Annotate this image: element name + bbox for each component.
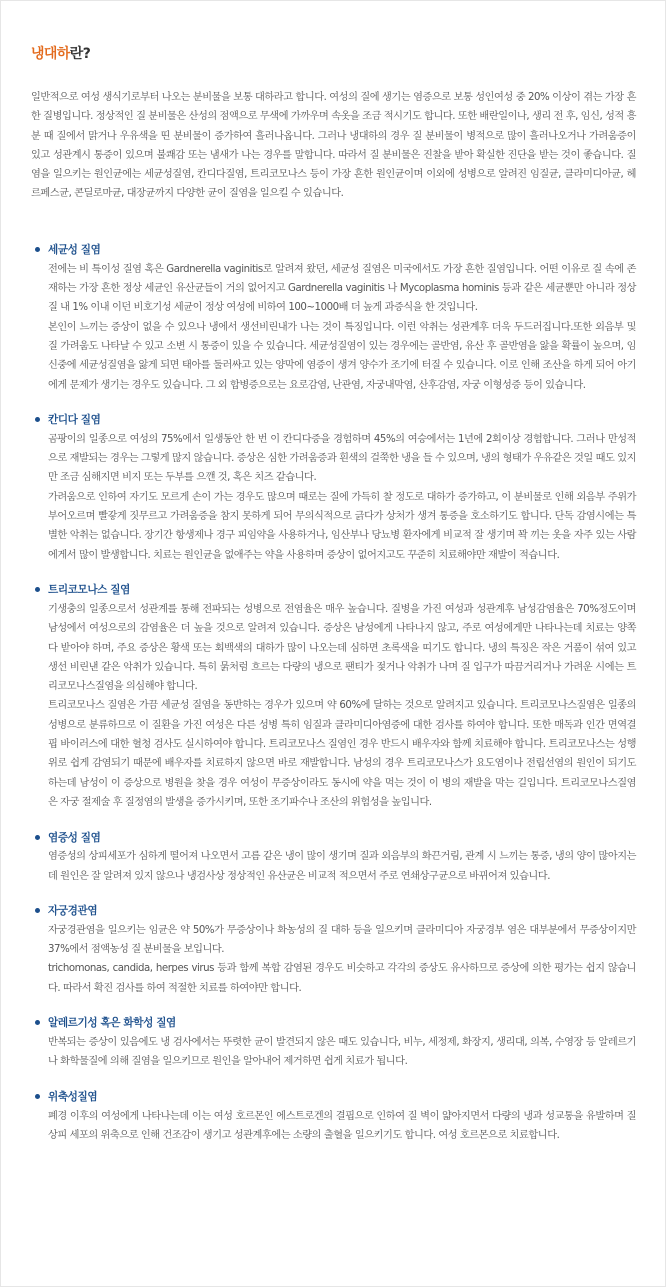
section-paragraph: 본인이 느끼는 증상이 없을 수 있으나 냉에서 생선비린내가 나는 것이 특징입니다. 이런 악취는 성관계후 더욱 두드러집니다.또한 외음부 및 질 가려움도 나타날 수 있고 소변 시 통증이 있을 수 있습니다. 세균성질염이 있는 경우에는 골반염, 유산 후 골반염을 앓을 확률이 높으며, 임신중에 세균성질염을 앓게 되면 태아를 둘러싸고 있는 양막에 염증이 생겨 양수가 조기에 터질 수 있습니다. 이로 인해 조산을 하게 되어 아기에게 문제가 생기는 경우도 있습니다. 그 외 합병증으로는 요로감염, 난관염, 자궁내막염, 산후감염, 자궁 이형성증 등이 있습니다.: [48, 321, 636, 391]
section-paragraph: 기생충의 일종으로서 성관계를 통해 전파되는 성병으로 전염율은 매우 높습니다. 질병을 가진 여성과 성관계후 남성감염율은 70%정도이며 남성에서 여성으로의 감염율은 더 높을 것으로 알려져 있습니다. 증상은 남성에게 나타나지 않고, 주로 여성에게만 나타나는데 치료는 양쪽 다 받아야 하며, 주요 증상은 황색 또는 회백색의 대하가 많이 나오는데 심하면 초록색을 띠기도 합니다. 냉의 특징은 작은 거품이 섞여 있고 생선 비린낸 같은 악취가 있습니다. 특히 묽처럼 흐르는 다량의 냉으로 팬티가 젖거나 악취가 나며 질 입구가 따끔거리거나 가려운 시에는 트리코모나스질염을 의심해야 합니다.: [48, 603, 636, 693]
article: [31, 44, 636, 1162]
section-bacterial-vaginosis: [31, 242, 636, 395]
section-inflammatory-vaginitis: [31, 829, 636, 886]
section-title: 칸디다 질염: [48, 414, 101, 427]
bullet-icon: [35, 247, 40, 252]
section-title: 세균성 질염: [48, 244, 101, 257]
section-cervicitis: [31, 903, 636, 998]
section-title: 자궁경관염: [48, 905, 98, 918]
section-title: 위축성질염: [48, 1091, 98, 1104]
section-paragraph: 곰팡이의 일종으로 여성의 75%에서 일생동안 한 번 이 칸디다증을 경험하며 45%의 여승에서는 1년에 2회이상 경험합니다. 그러나 만성적으로 재발되는 경우는 그렇게 많지 않습니다. 증상은 심한 가려움증과 흰색의 걸쭉한 냉을 들 수 있으며, 냉의 형태가 우유같은 것일 때도 있지만 조금 심해지면 비지 또는 두부를 으깬 것, 혹은 치즈 같습니다.: [48, 433, 636, 484]
section-title: 알레르기성 혹은 화학성 질염: [48, 1017, 176, 1030]
page-title: [31, 44, 636, 64]
bullet-icon: [35, 835, 40, 840]
section-header: [31, 903, 636, 919]
section-paragraph: 폐경 이후의 여성에게 나타나는데 이는 여성 호르몬인 에스트로겐의 결핍으로 인하여 질 벽이 얇아지면서 다량의 냉과 성교통을 유발하며 질상피 세포의 위축으로 인해 건조감이 생기고 성관계후에는 소량의 출혈을 일으키기도 합니다. 여성 호르몬으로 치료합니다.: [48, 1110, 636, 1141]
section-header: [31, 582, 636, 598]
section-list: [31, 242, 636, 1145]
section-title: 트리코모나스 질염: [48, 584, 130, 597]
section-paragraph: 트리코모나스 질염은 가끔 세균성 질염을 동반하는 경우가 있으며 약 60%에 달하는 것으로 알려지고 있습니다. 트리코모나스질염은 일종의 성병으로 분류하므로 이 질환을 가진 여성은 다른 성병 특히 임질과 클라미디아염증에 대한 검사를 하여야 합니다. 또한 매독과 인간 면역결핍 바이러스에 대한 혈청 검사도 실시하여야 합니다. 트리코모나스 질염인 경우 반드시 배우자와 함께 치료해야 합니다. 트리코모나스는 성행위로 쉽게 감염되기 때문에 배우자를 치료하지 않으면 바로 재발합니다. 남성의 경우 트리코모나스가 요도염이나 전립선염의 원인이 되기도 하는데 남성이 이 증상으로 병원을 찾을 경우 여성이 무증상이라도 동시에 약을 먹는 것이 이 병의 재발을 막는 길입니다. 트리코모나스질염은 자궁 절제술 후 질정염의 발생을 증가시키며, 또한 조기파수나 조산의 위험성을 높입니다.: [48, 700, 636, 808]
section-header: [31, 242, 636, 258]
section-trichomonas-vaginitis: [31, 582, 636, 812]
bullet-icon: [35, 1094, 40, 1099]
section-paragraph: trichomonas, candida, herpes virus 등과 함께 복합 감염된 경우도 비슷하고 각각의 증상도 유사하므로 증상에 의한 평가는 쉽지 않습니다. 따라서 확진 검사를 하여 적절한 치료를 하여야만 합니다.: [48, 963, 636, 994]
bullet-icon: [35, 587, 40, 592]
section-paragraph: 가려움으로 인하여 자기도 모르게 손이 가는 경우도 많으며 때로는 질에 가득히 찰 정도로 대하가 증가하고, 이 분비물로 인해 외음부 주위가 부어오르며 빨갛게 짓무르고 가려움증을 참지 못하게 되어 무의식적으로 긁다가 상처가 생겨 통증을 호소하기도 합니다. 단독 감염시에는 특별한 악취는 없습니다. 장기간 항생제나 경구 피임약을 사용하거나, 임산부나 당뇨병 환자에게 비교적 잘 생기며 꽉 끼는 옷을 자주 있는 사람에게서 많이 발생합니다. 치료는 원인균을 없애주는 약을 사용하며 증상이 없어지고도 꾸준히 치료해야만 재발이 적습니다.: [48, 491, 636, 561]
section-allergic-vaginitis: [31, 1015, 636, 1072]
section-paragraph: 전에는 비 특이성 질염 혹은 Gardnerella vaginitis로 알려져 왔던, 세균성 질염은 미국에서도 가장 흔한 질염입니다. 어떤 이유로 질 속에 존재하는 가장 흔한 정상 세균인 유산균들이 거의 없어지고 Gardnerella vaginitis 나 Mycoplasma hominis 등과 같은 세균뿐만 아니라 정상 질 내 1% 이내 이던 비호기성 세균이 정상 여성에 비하여 100~1000배 더 높게 과증식을 한 것입니다.: [48, 263, 636, 314]
section-title: 염증성 질염: [48, 831, 101, 844]
section-header: [31, 829, 636, 845]
section-paragraph: 자궁경관염을 일으키는 임균은 약 50%가 무증상이나 화농성의 질 대하 등을 일으키며 클라미디아 자궁경부 염은 대부분에서 무증상이지만 37%에서 점액농성 질 분비물을 보입니다.: [48, 924, 636, 956]
section-paragraph: 염증성의 상피세포가 심하게 떨어져 나오면서 고름 같은 냉이 많이 생기며 질과 외음부의 화끈거림, 관계 시 느끼는 통증, 냉의 양이 많아지는데 원인은 잘 알려져 있지 않으나 냉검사상 정상적인 유산균은 비교적 적으면서 주로 연쇄상구균으로 바뀌어져 있습니다.: [48, 851, 636, 882]
section-paragraph: 반복되는 증상이 있음에도 냉 검사에서는 뚜렷한 균이 발견되지 않은 때도 있습니다, 비누, 세정제, 화장지, 생리대, 의복, 수영장 등 알레르기나 화학물질에 의해 질염을 일으키므로 원인을 알아내어 제거하면 쉽게 치료가 됩니다.: [48, 1036, 636, 1068]
section-candida-vaginitis: [31, 412, 636, 565]
bullet-icon: [35, 908, 40, 913]
page-title-rest: 란?: [69, 46, 91, 62]
intro-paragraph: 일반적으로 여성 생식기로부터 나오는 분비물을 보통 대하라고 합니다. 여성의 질에 생기는 염증으로 보통 성인여성 중 20% 이상이 겪는 가장 흔한 질병입니다. 정상적인 질 분비물은 산성의 점액으로 무색에 가까우며 속옷을 조금 적시기도 합니다. 또한 배란일이나, 생리 전 후, 임신, 성적 흥분 때 질에서 맑거나 우유색을 띤 분비물이 증가하여 흘러나옵니다. 그러나 냉대하의 경우 질 분비물이 병적으로 많이 흘러나오거나 가려움증이 있고 성관계시 통증이 있으며 불쾌감 또는 냄새가 나는 경우를 말합니다. 따라서 질 분비물은 진찰을 받아 확실한 진단을 받는 것이 좋습니다. 질염을 일으키는 원인균에는 세균성질염, 칸디다질염, 트리코모나스 등이 가장 흔한 원인균이며 이외에 성병으로 알려진 임질균, 클라미디아균, 헤르페스균, 콘딜로마균, 대장균까지 다양한 균이 질염을 일으킬 수 있습니다.: [31, 92, 636, 200]
section-header: [31, 1089, 636, 1105]
section-atrophic-vaginitis: [31, 1089, 636, 1146]
section-header: [31, 412, 636, 428]
bullet-icon: [35, 417, 40, 422]
bullet-icon: [35, 1020, 40, 1025]
section-header: [31, 1015, 636, 1031]
page-title-accent: 냉대하: [31, 46, 70, 62]
